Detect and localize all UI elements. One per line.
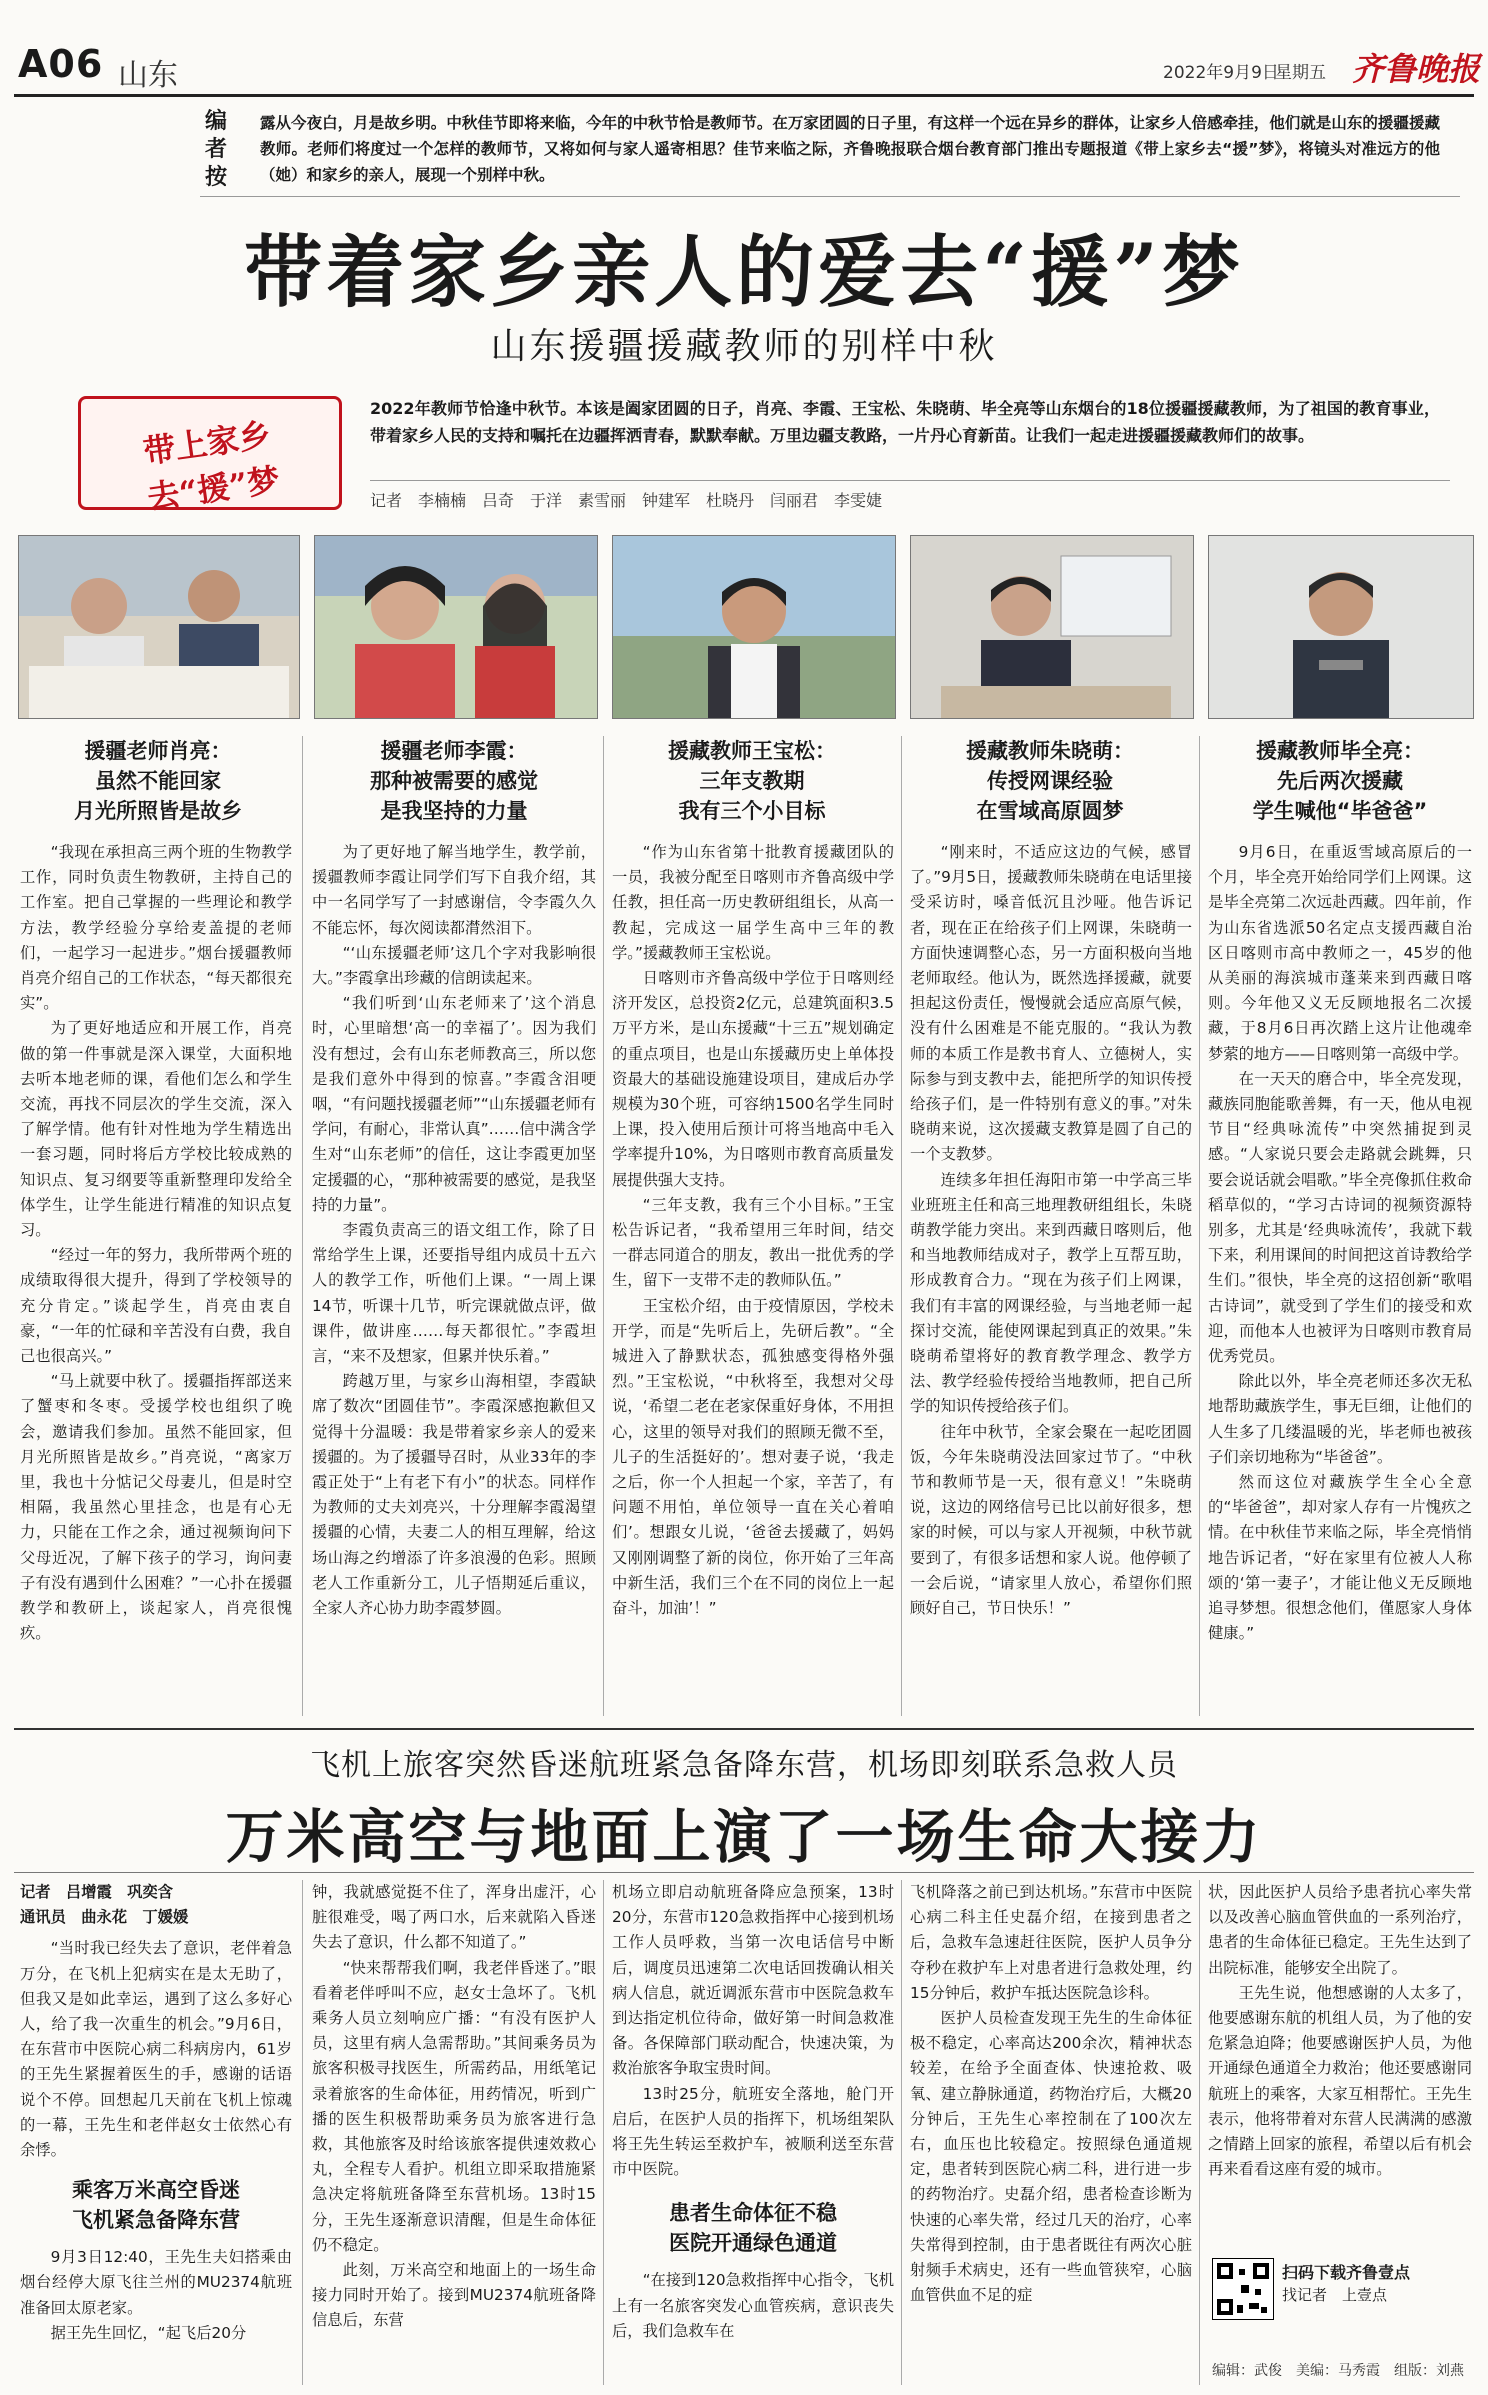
- story-subhead-1b: 飞机紧急备降东营: [72, 2208, 240, 2233]
- column-divider: [302, 1880, 303, 2385]
- profile-head-5: [1199, 736, 1481, 826]
- profile-head-1-line3: 月光所照皆是故乡: [74, 799, 242, 823]
- photo-li-xia: [314, 535, 598, 719]
- paragraph: 日喀则市齐鲁高级中学位于日喀则经济开发区，总投资2亿元，总建筑面积3.5万平方米，是山东援藏“十三五”规划确定的重点项目，也是山东援藏历史上单体投资最大的基础设施建设项目，建成后办学规模为30个班，可容纳1500名学生同时上课，投入使用后预计可将当地高中毛入学率提升10%，为日喀则市教育高质量发展提供强大支持。: [612, 969, 894, 1189]
- column-divider: [603, 1880, 604, 2385]
- paragraph: 在一天天的磨合中，毕全亮发现，藏族同胞能歌善舞，有一天，他从电视节目“经典咏流传”中突然捕捉到灵感。“人家说只要会走路就会跳舞，只要会说话就会唱歌。”毕全亮像抓住救命稻草似的，“学习古诗词的视频资源特别多，尤其是‘经典咏流传’，我就下载下来，利用课间的时间把这首诗教给学生们。”很快，毕全亮的这招创新“歌唱古诗词”，就受到了学生们的接受和欢迎，而他本人也被评为日喀则市教育局优秀党员。: [1208, 1069, 1472, 1366]
- qr-code-icon[interactable]: [1212, 2258, 1274, 2320]
- story-headline: 万米高空与地面上演了一场生命大接力: [225, 1803, 1263, 1871]
- editor-note-rule: [200, 196, 1460, 197]
- profile-head-2-line2: 那种被需要的感觉: [370, 769, 538, 793]
- paragraph: 王宝松介绍，由于疫情原因，学校未开学，而是“先听后上，先研后教”。“全城进入了静默状态，孤独感变得格外强烈。”王宝松说，“中秋将至，我想对父母说，‘希望二老在老家保重好身体，不用担心，这里的领导对我们的照顾无微不至，儿子的生活挺好的’。想对妻子说，‘我走之后，你一个人担起一个家，辛苦了，有问题不用怕，单位领导一直在关心着咱们’。想跟女儿说，‘爸爸去援藏了，妈妈又刚刚调整了新的岗位，你开始了三年高中新生活，我们三个在不同的岗位上一起奋斗，加油’！”: [612, 1296, 894, 1618]
- paragraph: 9月3日12:40，王先生夫妇搭乘由烟台经停大原飞往兰州的MU2374航班准备回太原老家。: [20, 2248, 292, 2317]
- header-rule: [14, 94, 1474, 97]
- story-byline-reporters: 记者 吕增霞 巩奕含: [20, 1883, 173, 1901]
- story-column-3: [612, 1880, 894, 2344]
- newspaper-logo: 齐鲁晚报: [1352, 50, 1481, 88]
- paragraph: 据王先生回忆，“起飞后20分: [50, 2323, 247, 2342]
- byline: 记者 李楠楠 吕奇 于洋 素雪丽 钟建军 杜晓丹 闫丽君 李雯婕: [370, 491, 883, 510]
- story-subhead-3b: 医院开通绿色通道: [669, 2231, 837, 2256]
- story-byline-correspondents: 通讯员 曲永花 丁媛媛: [20, 1908, 189, 1927]
- paragraph: 往年中秋节，全家会聚在一起吃团圆饭，今年朱晓萌没法回家过节了。“中秋节和教师节是一天，很有意义！”朱晓萌说，这边的网络信号已比以前好很多，想家的时候，可以与家人开视频，中秋节就要到了，有很多话想和家人说。他停顿了一会后说，“请家里人放心，希望你们照顾好自己，节日快乐！”: [910, 1422, 1192, 1618]
- profile-body-3: [612, 840, 894, 1621]
- profile-head-5-line3: 学生喊他“毕爸爸”: [1252, 799, 1428, 823]
- profile-head-5-line2: 先后两次援藏: [1277, 769, 1403, 793]
- profile-body-1: [20, 840, 292, 1647]
- paragraph: “在接到120急救指挥中心指令，飞机上有一名旅客突发心血管疾病，意识丧失后，我们急救车在: [612, 2271, 894, 2340]
- profile-head-4-name: 援藏教师朱晓萌：: [966, 739, 1134, 763]
- paragraph: “‘山东援疆老师’这几个字对我影响很大。”李霞拿出珍藏的信朗读起来。: [312, 943, 596, 988]
- profile-head-1-name: 援疆老师肖亮：: [84, 739, 232, 763]
- column-divider: [603, 736, 604, 1716]
- column-divider: [901, 1880, 902, 2385]
- qr-subcaption: 找记者 上壹点: [1282, 2286, 1388, 2304]
- paragraph: “刚来时，不适应这边的气候，感冒了。”9月5日，援藏教师朱晓萌在电话里接受采访时，嗓音低沉且沙哑。他告诉记者，现在正在给孩子们上网课，朱晓萌一方面快速调整心态，另一方面积极向当地老师取经。他认为，既然选择援藏，就要担起这份责任，慢慢就会适应高原气候，没有什么困难是不能克服的。“我认为教师的本质工作是教书育人、立德树人，实际参与到支教中去，能把所学的知识传授给孩子们，是一件特别有意义的事。”对朱晓萌来说，这次援藏支教算是圆了自己的一个支教梦。: [910, 843, 1192, 1164]
- profile-head-2-line3: 是我坚持的力量: [380, 799, 528, 823]
- story-column-2: [312, 1880, 596, 2334]
- profile-head-4-line3: 在雪域高原圆梦: [976, 799, 1124, 823]
- paragraph: 除此以外，毕全亮老师还多次无私地帮助藏族学生，事无巨细，让他们的人生多了几缕温暖的光，毕老师也被孩子们亲切地称为“毕爸爸”。: [1208, 1372, 1472, 1466]
- section-name: 山东: [118, 58, 178, 93]
- photo-xiao-liang: [18, 535, 300, 719]
- profile-head-4: [909, 736, 1191, 826]
- paragraph: 李霞负责高三的语文组工作，除了日常给学生上课，还要指导组内成员十五六人的教学工作，听他们上课。“一周上课14节，听课十几节，听完课就做点评，做课件，做讲座……每天都很忙。”李霞坦言，“来不及想家，但累并快乐着。”: [312, 1221, 596, 1366]
- paragraph: “三年支教，我有三个小目标。”王宝松告诉记者，“我希望用三年时间，结交一群志同道合的朋友，教出一批优秀的学生，留下一支带不走的教师队伍。”: [612, 1195, 894, 1290]
- paragraph: 飞机降落之前已到达机场。”东营市中医院心病二科主任史磊介绍，在接到患者之后，急救车急速赶往医院，医护人员争分夺秒在救护车上对患者进行急救处理，约15分钟后，救护车抵达医院急诊科。: [910, 1883, 1192, 2002]
- main-subheadline: 山东援疆援藏教师的别样中秋: [490, 326, 998, 367]
- issue-date: 2022年9月9日: [1163, 63, 1279, 83]
- photo-bi-quanliang: [1208, 535, 1474, 719]
- profile-head-1: [17, 736, 299, 826]
- story-subhead-3a: 患者生命体征不稳: [669, 2201, 837, 2226]
- column-divider: [901, 736, 902, 1716]
- paragraph: 钟，我就感觉挺不住了，浑身出虚汗，心脏很难受，喝了两口水，后来就陷入昏迷失去了意识，什么都不知道了。”: [312, 1883, 596, 1952]
- photo-wang-baosong: [612, 535, 896, 719]
- profile-head-3-line2: 三年支教期: [699, 769, 805, 793]
- paragraph: “快来帮帮我们啊，我老伴昏迷了。”眼看着老伴呼叫不应，赵女士急坏了。飞机乘务人员立刻响应广播：“有没有医护人员，这里有病人急需帮助。”其间乘务员为旅客积极寻找医生，所需药品，用纸笔记录着旅客的生命体征，用药情况，听到广播的医生积极帮助乘务员为旅客进行急救，其他旅客及时给该旅客提供速效救心丸，全程专人看护。机组立即采取措施紧急决定将航班备降至东营机场。13时15分，王先生逐渐意识清醒，但是生命体征仍不稳定。: [312, 1958, 596, 2254]
- profile-head-1-line2: 虽然不能回家: [95, 769, 221, 793]
- profile-head-3-line3: 我有三个小目标: [678, 799, 826, 823]
- main-headline: 带着家乡亲人的爱去“援”梦: [244, 227, 1244, 318]
- photo-zhu-xiaomeng: [910, 535, 1194, 719]
- byline-rule: [370, 480, 1450, 481]
- story-rule: [14, 1872, 1474, 1873]
- qr-caption: 扫码下载齐鲁壹点: [1282, 2263, 1411, 2282]
- editor-note-text: 露从今夜白，月是故乡明。中秋佳节即将来临，今年的中秋节恰是教师节。在万家团圆的日子里，有这样一个远在异乡的群体，让家乡人倍感牵挂，他们就是山东的援疆援藏教师。老师们将度过一个怎样的教师节，又将如何与家人遥寄相思？佳节来临之际，齐鲁晚报联合烟台教育部门推出专题报道《带上家乡去“援”梦》，将镜头对准远方的他（她）和家乡的亲人，展现一个别样中秋。: [260, 114, 1440, 184]
- profile-head-2-name: 援疆老师李霞：: [380, 739, 528, 763]
- paragraph: 然而这位对藏族学生全心全意的“毕爸爸”，却对家人存有一片愧疚之情。在中秋佳节来临之际，毕全亮悄悄地告诉记者，“好在家里有位被人人称颂的‘第一妻子’，才能让他义无反顾地追寻梦想。很想念他们，僅愿家人身体健康。”: [1208, 1473, 1472, 1643]
- paragraph: 为了更好地了解当地学生，教学前，援疆教师李霞让同学们写下自我介绍，其中一名同学写了一封感谢信，令李霞久久不能忘怀，每次阅读都潸然泪下。: [312, 843, 596, 937]
- paragraph: 为了更好地适应和开展工作，肖亮做的第一件事就是深入课堂，大面积地去听本地老师的课，看他们怎么和学生交流，再找不同层次的学生交流，深入了解学情。他有针对性地为学生精选出一套习题，同时将后方学校比较成熟的知识点、复习纲要等重新整理印发给全体学生，让学生能进行精准的知识点复习。: [20, 1019, 292, 1240]
- profile-head-3: [611, 736, 893, 826]
- story-kicker: 飞机上旅客突然昏迷航班紧急备降东营，机场即刻联系急救人员: [310, 1748, 1178, 1783]
- editor-note-label: 编者按: [205, 109, 228, 190]
- profile-head-5-name: 援藏教师毕全亮：: [1256, 739, 1424, 763]
- story-column-4: [910, 1880, 1192, 2308]
- story-column-1: [20, 1880, 292, 2346]
- paragraph: “我现在承担高三两个班的生物教学工作，同时负责生物教研，主持自己的工作室。把自己掌握的一些理论和教学方法，教学经验分享给麦盖提的老师们，一起学习一起进步。”烟台援疆教师肖亮介绍自己的工作状态，“每天都很充实”。: [20, 843, 292, 1013]
- section-divider: [14, 1728, 1474, 1730]
- column-divider: [1199, 1880, 1200, 2385]
- paragraph: “马上就要中秋了。援疆指挥部送来了蟹枣和冬枣。受援学校也组织了晚会，邀请我们参加。虽然不能回家，但月光所照皆是故乡。”肖亮说，“离家万里，我也十分惦记父母妻儿，但是时空相隔，我虽然心里挂念，也是有心无力，只能在工作之余，通过视频询问下父母近况，了解下孩子的学习，询问妻子有没有遇到什么困难？”一心扑在援疆教学和教研上，谈起家人，肖亮很愧疚。: [20, 1372, 292, 1643]
- paragraph: 此刻，万米高空和地面上的一场生命接力同时开始了。接到MU2374航班备降信息后，东营: [312, 2261, 596, 2330]
- editor-credits: 编辑：武俊 美编：马秀霞 组版：刘燕: [1212, 2363, 1464, 2379]
- paragraph: 机场立即启动航班备降应急预案，13时20分，东营市120急救指挥中心接到机场工作人员呼救，当第一次电话信号中断后，调度员迅速第二次电话回拨确认相关病人信息，就近调派东营市中医院急救车到达指定机位待命，做好第一时间急救准备。各保障部门联动配合，快速决策，为救治旅客争取宝贵时间。: [612, 1883, 894, 2078]
- page-number: A06: [18, 42, 104, 86]
- issue-weekday: 星期五: [1275, 63, 1326, 83]
- profile-head-4-line2: 传授网课经验: [987, 769, 1113, 793]
- profile-head-3-name: 援藏教师王宝松：: [668, 739, 836, 763]
- profile-body-4: [910, 840, 1192, 1621]
- paragraph: “当时我已经失去了意识，老伴着急万分，在飞机上犯病实在是太无助了，但我又是如此幸运，遇到了这么多好心人，给了我一次重生的机会。”9月6日，在东营市中医院心病二科病房内，61岁的王先生紧握着医生的手，感谢的话语说个不停。回想起几天前在飞机上惊魂的一幕，王先生和老伴赵女士依然心有余悸。: [20, 1939, 292, 2160]
- profile-body-5: [1208, 840, 1472, 1647]
- profile-body-2: [312, 840, 596, 1621]
- paragraph: 13时25分，航班安全落地，舱门开启后，在医护人员的指挥下，机场组架队将王先生转运至救护车，被顺利送至东营市中医院。: [612, 2084, 894, 2179]
- paragraph: “经过一年的努力，我所带两个班的成绩取得很大提升，得到了学校领导的充分肯定。”谈起学生，肖亮由衷自豪，“一年的忙碌和辛苦没有白费，我自己也很高兴。”: [20, 1246, 292, 1366]
- profile-head-2: [313, 736, 595, 826]
- paragraph: “我们听到‘山东老师来了’这个消息时，心里暗想‘高一的幸福了’。因为我们没有想过，会有山东老师教高三，所以您是我们意外中得到的惊喜。”李霞含泪哽咽，“有问题找援疆老师”“山东援疆老师有学问，有耐心，非常认真”……信中满含学生对“山东老师”的信任，这让李霞更加坚定援疆的心，“那种被需要的感觉，是我坚持的力量”。: [312, 994, 596, 1214]
- paragraph: 连续多年担任海阳市第一中学高三毕业班班主任和高三地理教研组组长，朱晓萌教学能力突出。来到西藏日喀则后，他和当地教师结成对子，教学上互帮互助，形成教育合力。“现在为孩子们上网课，我们有丰富的网课经验，与当地老师一起探讨交流，能使网课起到真正的效果。”朱晓萌希望将好的教育教学理念、教学方法、教学经验传授给当地教师，把自己所学的知识传授给孩子们。: [910, 1170, 1192, 1416]
- story-subhead-1a: 乘客万米高空昏迷: [72, 2178, 240, 2203]
- column-divider: [1199, 736, 1200, 1716]
- series-badge-text: 带上家乡去“援”梦: [141, 415, 282, 517]
- paragraph: 医护人员检查发现王先生的生命体征极不稳定，心率高达200余次，精神状态较差，在给予全面查体、快速抢救、吸氧、建立静脉通道，药物治疗后，大概20分钟后，王先生心率控制在了100次左右，血压也比较稳定。按照绿色通道规定，患者转到医院心病二科，进行进一步的药物治疗。史磊介绍，患者检查诊断为快速的心率失常，经过几天的治疗，心率失常得到控制，由于患者既往有两次心脏射频手术病史，还有一些血管狭窄，心脑血管供血不足的症: [910, 2009, 1192, 2305]
- column-divider: [302, 736, 303, 1716]
- paragraph: 状，因此医护人员给予患者抗心率失常以及改善心脑血管供血的一系列治疗，患者的生命体征已稳定。王先生达到了出院标准，能够安全出院了。: [1208, 1883, 1472, 1977]
- story-column-5: [1208, 1880, 1472, 2182]
- paragraph: 9月6日，在重返雪域高原后的一个月，毕全亮开始给同学们上网课。这是毕全亮第二次远赴西藏。四年前，作为山东省选派50名定点支援西藏自治区日喀则市高中教师之一，45岁的他从美丽的海滨城市蓬莱来到西藏日喀则。今年他又义无反顾地报名二次援藏，于8月6日再次踏上这片让他魂牵梦萦的地方——日喀则第一高级中学。: [1208, 843, 1472, 1063]
- lead-paragraph: 2022年教师节恰逢中秋节。本该是阖家团圆的日子，肖亮、李霞、王宝松、朱晓萌、毕全亮等山东烟台的18位援疆援藏教师，为了祖国的教育事业，带着家乡人民的支持和嘱托在边疆挥洒青春，默默奉献。万里边疆支教路，一片丹心育新苗。让我们一起走进援疆援藏教师们的故事。: [370, 399, 1440, 445]
- paragraph: 王先生说，他想感谢的人太多了，他要感谢东航的机组人员，为了他的安危紧急迫降；他要感谢医护人员，为他开通绿色通道全力救治；他还要感谢同航班上的乘客，大家互相帮忙。王先生表示，他将带着对东营人民满满的感激之情踏上回家的旅程，希望以后有机会再来看看这座有爱的城市。: [1208, 1983, 1472, 2179]
- paragraph: 跨越万里，与家乡山海相望，李霞缺席了数次“团圆佳节”。李霞深感抱歉但又觉得十分温暖：我是带着家乡亲人的爱来援疆的。为了援疆导召时，从业33年的李霞正处于“上有老下有小”的状态。同样作为教师的丈夫刘亮兴，十分理解李霞渴望援疆的心情，夫妻二人的相互理解，给这场山海之约增添了许多浪漫的色彩。照顾老人工作重新分工，儿子悟期延后重议，全家人齐心协力助李霞梦圆。: [312, 1372, 596, 1618]
- paragraph: “作为山东省第十批教育援藏团队的一员，我被分配至日喀则市齐鲁高级中学任教，担任高一历史教研组组长，从高一教起，完成这一届学生高中三年的教学。”援藏教师王宝松说。: [612, 843, 894, 962]
